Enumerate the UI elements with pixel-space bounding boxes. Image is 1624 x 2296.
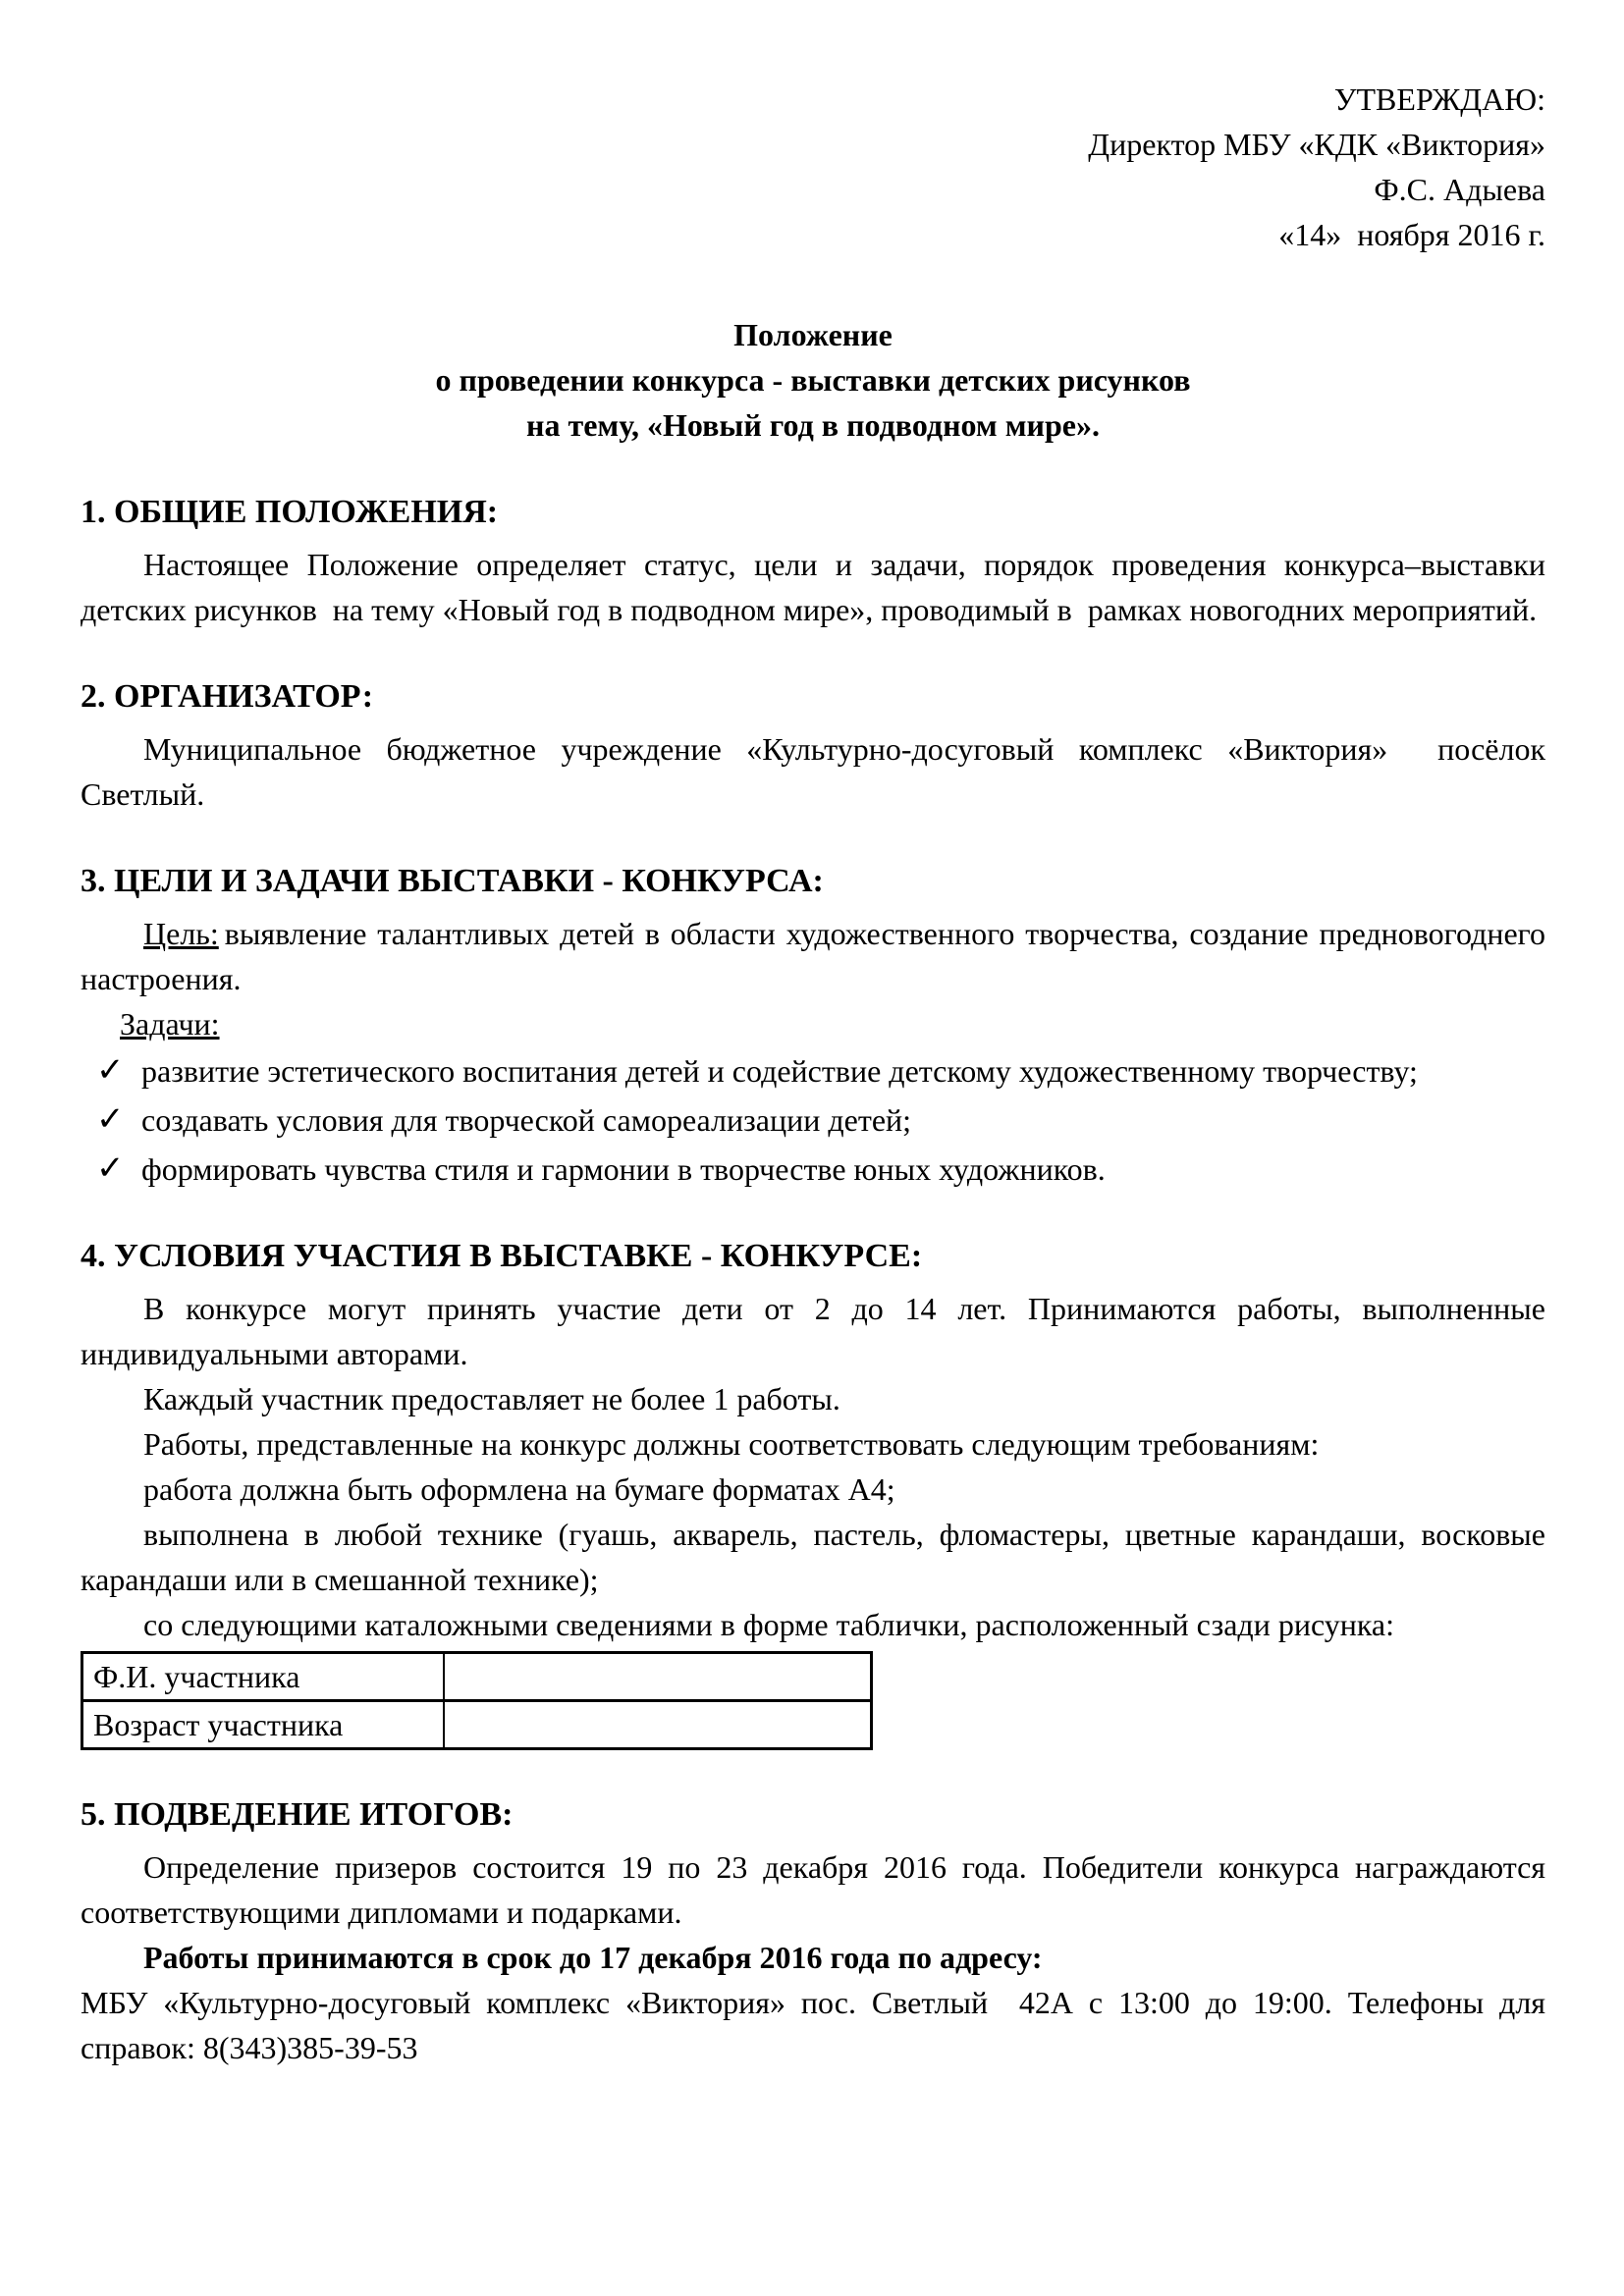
tasks-label: Задачи: <box>120 1006 220 1041</box>
section-organizer <box>81 673 1545 817</box>
task-text: развитие эстетического воспитания детей и содействие детскому художественному творчеству; <box>141 1053 1418 1089</box>
title-line-2: о проведении конкурса - выставки детских рисунков <box>435 362 1191 398</box>
task-text: создавать условия для творческой самореализации детей; <box>141 1102 912 1138</box>
requirement-catalog-paragraph: со следующими каталожными сведениями в форме таблички, расположенный сзади рисунка: <box>143 1607 1395 1642</box>
task-text: формировать чувства стиля и гармонии в творчестве юных художников. <box>141 1151 1106 1187</box>
goal-label: Цель: <box>143 916 219 951</box>
section-participation <box>81 1233 1545 1750</box>
tasks-label-line <box>120 1001 1545 1046</box>
row-label-cell: Ф.И. участника <box>82 1653 444 1701</box>
requirements-intro-paragraph: Работы, представленные на конкурс должны соответствовать следующим требованиям: <box>143 1426 1320 1462</box>
row-label-cell: Возраст участника <box>82 1701 444 1749</box>
task-item <box>81 1048 1545 1094</box>
section-5-heading: 5. ПОДВЕДЕНИЕ ИТОГОВ: <box>81 1796 514 1833</box>
section-2-heading: 2. ОРГАНИЗАТОР: <box>81 678 374 715</box>
document-title <box>81 312 1545 448</box>
section-goals <box>81 858 1545 1192</box>
section-1-heading: 1. ОБЩИЕ ПОЛОЖЕНИЯ: <box>81 494 499 530</box>
table-row <box>82 1701 872 1749</box>
check-icon: ✓ <box>96 1052 125 1089</box>
row-value-cell <box>444 1653 872 1701</box>
section-general <box>81 489 1545 632</box>
table-row <box>82 1653 872 1701</box>
deadline-paragraph: Работы принимаются в срок до 17 декабря 2016 года по адресу: <box>143 1940 1043 1975</box>
approval-line-date: «14» ноября 2016 г. <box>1278 217 1545 252</box>
approval-block <box>81 77 1545 257</box>
requirement-format-paragraph: работа должна быть оформлена на бумаге форматах А4; <box>143 1471 895 1507</box>
one-work-paragraph: Каждый участник предоставляет не более 1 работы. <box>143 1381 840 1416</box>
participant-table <box>81 1651 873 1750</box>
tasks-list <box>81 1048 1545 1192</box>
task-item <box>81 1097 1545 1143</box>
section-3-heading: 3. ЦЕЛИ И ЗАДАЧИ ВЫСТАВКИ - КОНКУРСА: <box>81 863 824 899</box>
task-item <box>81 1147 1545 1192</box>
goal-paragraph <box>81 911 1545 1001</box>
approval-line-director: Директор МБУ «КДК «Виктория» <box>1088 127 1545 162</box>
row-value-cell <box>444 1701 872 1749</box>
section-2-paragraph: Муниципальное бюджетное учреждение «Культурно-досуговый комплекс «Виктория» посёлок Светлый. <box>81 731 1545 812</box>
approval-line-approve: УТВЕРЖДАЮ: <box>1333 81 1545 117</box>
section-results <box>81 1791 1545 2070</box>
section-4-heading: 4. УСЛОВИЯ УЧАСТИЯ В ВЫСТАВКЕ - КОНКУРСЕ: <box>81 1238 923 1274</box>
check-icon: ✓ <box>96 1101 125 1138</box>
title-line-3: на тему, «Новый год в подводном мире». <box>526 407 1100 443</box>
winners-paragraph: Определение призеров состоится 19 по 23 декабря 2016 года. Победители конкурса награждаются соответствующими дипломами и подарками. <box>81 1849 1545 1930</box>
requirement-technique-paragraph: выполнена в любой технике (гуашь, акварель, пастель, фломастеры, цветные карандаши, восковые карандаши или в смешанной технике); <box>81 1517 1545 1597</box>
address-paragraph: МБУ «Культурно-досуговый комплекс «Виктория» пос. Светлый 42А с 13:00 до 19:00. Телефоны для справок: 8(343)385-39-53 <box>81 1985 1545 2065</box>
title-line-1: Положение <box>733 317 893 352</box>
participation-paragraph: В конкурсе могут принять участие дети от 2 до 14 лет. Принимаются работы, выполненные индивидуальными авторами. <box>81 1291 1545 1371</box>
section-1-paragraph: Настоящее Положение определяет статус, цели и задачи, порядок проведения конкурса–выставки детских рисунков на тему «Новый год в подводном мире», проводимый в рамках новогодних мероприятий. <box>81 547 1545 627</box>
approval-line-name: Ф.С. Адыева <box>1374 172 1545 207</box>
check-icon: ✓ <box>96 1150 125 1187</box>
goal-text: выявление талантливых детей в области художественного творчества, создание предновогоднего настроения. <box>81 916 1545 996</box>
